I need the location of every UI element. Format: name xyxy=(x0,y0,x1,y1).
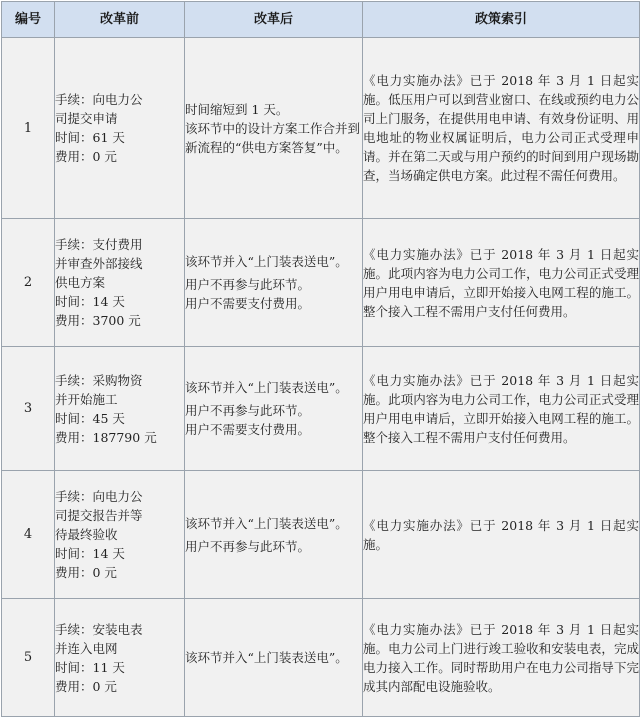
row-number: 1 xyxy=(2,38,55,219)
row-number: 5 xyxy=(2,599,55,717)
after-line: 该环节并入“上门装表送电”。 xyxy=(185,380,348,395)
policy-cell: 《电力实施办法》已于 2018 年 3 月 1 日起实施。 xyxy=(363,471,640,599)
after-cell xyxy=(185,599,363,717)
after-cell xyxy=(185,38,363,219)
after-line: 用户不需要支付费用。 xyxy=(185,296,311,311)
before-cell xyxy=(55,38,185,219)
table-row xyxy=(2,347,640,471)
after-cell xyxy=(185,219,363,347)
after-line: 该环节并入“上门装表送电”。 xyxy=(185,254,348,269)
before-line: 供电方案 xyxy=(55,275,106,290)
after-line: 用户不需要支付费用。 xyxy=(185,422,311,437)
before-cell xyxy=(55,599,185,717)
after-line: 用户不再参与此环节。 xyxy=(185,277,311,292)
policy-cell: 《电力实施办法》已于 2018 年 3 月 1 日起实施。此项内容为电力公司工作，电力公司正式受理用户用电申请后，立即开始接入电网工程的施工。整个接入工程不需用户支付任何费用。 xyxy=(363,219,640,347)
after-line: 该环节并入“上门装表送电”。 xyxy=(185,650,348,665)
policy-cell: 《电力实施办法》已于 2018 年 3 月 1 日起实施。低压用户可以到营业窗口、在线或预约电力公司上门服务，在提供用电申请、有效身份证明、用电地址的物业权属证明后，电力公司正式受理申请。并在第二天或与用户预约的时间到用户现场勘查，当场确定供电方案。此过程不需任何费用。 xyxy=(363,38,640,219)
table-header-row xyxy=(2,2,640,38)
row-number: 2 xyxy=(2,219,55,347)
before-line: 时间：11 天 xyxy=(55,659,125,675)
before-line: 手续：采购物资 xyxy=(55,372,143,388)
header-after: 改革后 xyxy=(185,2,363,38)
after-line: 用户不再参与此环节。 xyxy=(185,403,311,418)
row-number: 4 xyxy=(2,471,55,599)
table-row xyxy=(2,471,640,599)
header-policy: 政策索引 xyxy=(363,2,640,38)
reform-table xyxy=(1,1,640,717)
before-line: 费用：0 元 xyxy=(55,149,117,164)
header-num: 编号 xyxy=(2,2,55,38)
before-cell xyxy=(55,471,185,599)
before-line: 费用：0 元 xyxy=(55,565,117,580)
table-row xyxy=(2,219,640,347)
before-line: 时间：14 天 xyxy=(55,294,125,309)
before-line: 并开始施工 xyxy=(55,391,118,407)
before-line: 司提交申请 xyxy=(55,111,118,126)
after-cell xyxy=(185,471,363,599)
before-line: 手续：安装电表 xyxy=(55,621,143,637)
header-before: 改革前 xyxy=(55,2,185,38)
before-line: 时间：45 天 xyxy=(55,410,125,426)
before-line: 时间：14 天 xyxy=(55,546,125,561)
table-row xyxy=(2,599,640,717)
before-line: 待最终验收 xyxy=(55,527,118,542)
before-line: 费用：0 元 xyxy=(55,678,117,694)
after-line: 时间缩短到 1 天。 xyxy=(185,101,289,117)
after-line: 用户不再参与此环节。 xyxy=(185,538,311,554)
before-line: 时间：61 天 xyxy=(55,130,125,145)
before-line: 并审查外部接线 xyxy=(55,256,143,271)
row-number: 3 xyxy=(2,347,55,471)
before-line: 手续：支付费用 xyxy=(55,237,143,252)
before-line: 手续：向电力公 xyxy=(55,489,143,504)
before-line: 费用：187790 元 xyxy=(55,429,157,445)
before-line: 并连入电网 xyxy=(55,640,118,656)
before-cell xyxy=(55,347,185,471)
before-line: 费用：3700 元 xyxy=(55,313,141,328)
policy-cell: 《电力实施办法》已于 2018 年 3 月 1 日起实施。此项内容为电力公司工作，电力公司正式受理用户用电申请后，立即开始接入电网工程的施工。整个接入工程不需用户支付任何费用。 xyxy=(363,347,640,471)
after-line: 该环节并入“上门装表送电”。 xyxy=(185,515,348,531)
after-line: 该环节中的设计方案工作合并到新流程的“供电方案答复”中。 xyxy=(185,120,361,155)
after-cell xyxy=(185,347,363,471)
before-line: 司提交报告并等 xyxy=(55,508,143,523)
before-line: 手续：向电力公 xyxy=(55,92,143,107)
policy-cell: 《电力实施办法》已于 2018 年 3 月 1 日起实施。电力公司上门进行竣工验收和安装电表，完成电力接入工作。同时帮助用户在电力公司指导下完成其内部配电设施验收。 xyxy=(363,599,640,717)
table-row xyxy=(2,38,640,219)
before-cell xyxy=(55,219,185,347)
